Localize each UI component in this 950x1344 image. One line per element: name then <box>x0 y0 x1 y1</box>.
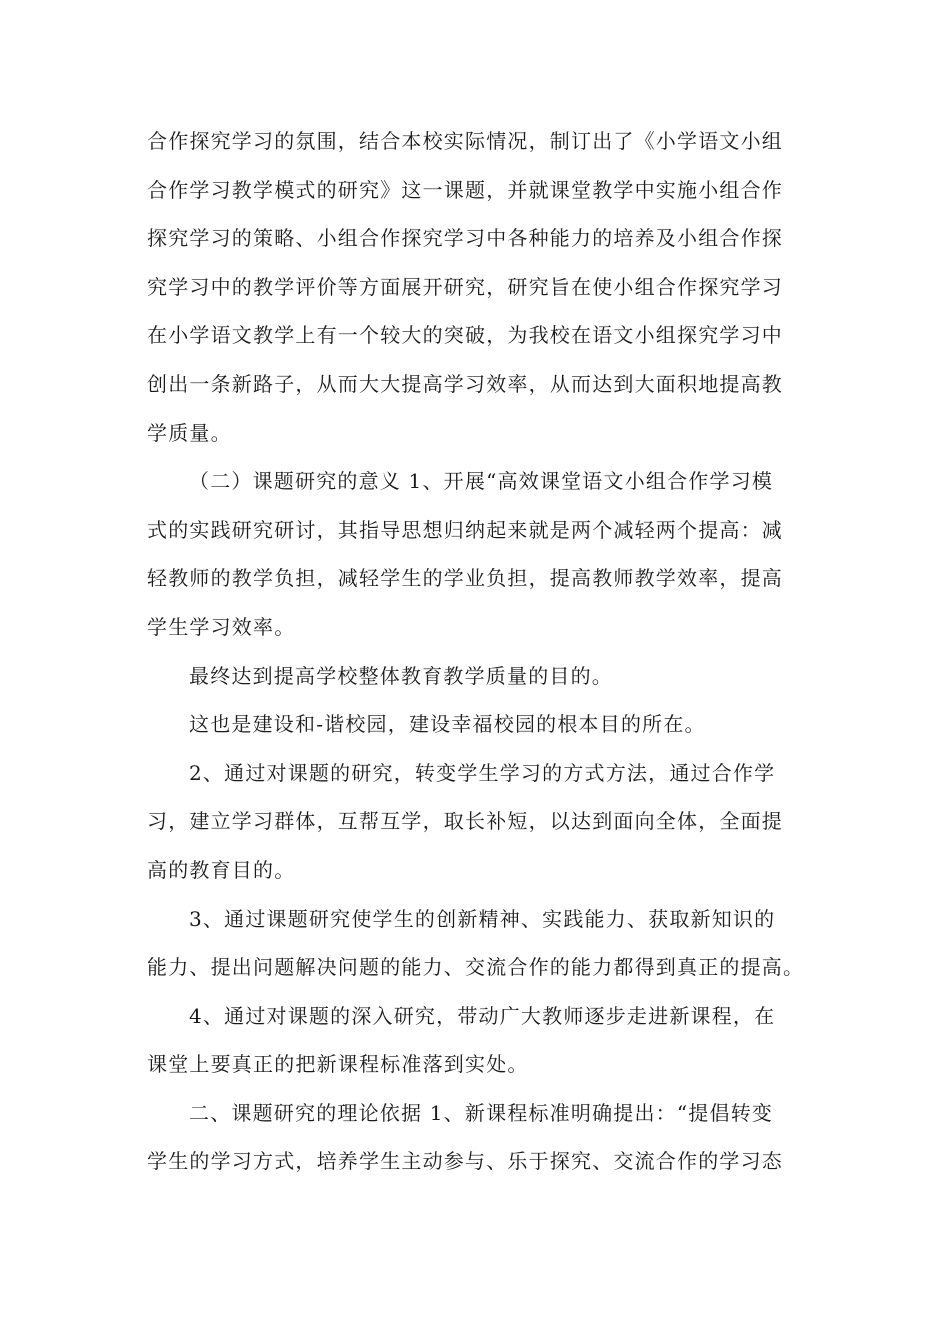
text-line: 这也是建设和-谐校园，建设幸福校园的根本目的所在。 <box>189 712 706 737</box>
text-line: 学生学习效率。 <box>147 614 296 639</box>
text-line: 合作学习教学模式的研究》这一课题，并就课堂教学中实施小组合作 <box>147 177 783 202</box>
document-body <box>147 117 807 1186</box>
text-line: 能力、提出问题解决问题的能力、交流合作的能力都得到真正的提高。 <box>147 955 805 980</box>
text-line: 轻教师的教学负担，减轻学生的学业负担，提高教师教学效率，提高 <box>147 566 783 591</box>
text-line: 创出一条新路子，从而大大提高学习效率，从而达到大面积地提高教 <box>147 371 783 396</box>
text-line: 3、通过课题研究使学生的创新精神、实践能力、获取新知识的 <box>189 906 776 931</box>
text-line: 习，建立学习群体，互帮互学，取长补短，以达到面向全体，全面提 <box>147 809 783 834</box>
text-line: 高的教育目的。 <box>147 857 296 882</box>
text-line: 究学习中的教学评价等方面展开研究，研究旨在使小组合作探究学习 <box>147 274 783 299</box>
text-line: 二、课题研究的理论依据 1、新课程标准明确提出：“提倡转变 <box>189 1100 774 1125</box>
text-line: 式的实践研究研讨，其指导思想归纳起来就是两个减轻两个提高：减 <box>147 517 783 542</box>
text-line: 最终达到提高学校整体教育教学质量的目的。 <box>189 663 613 688</box>
text-line: 探究学习的策略、小组合作探究学习中各种能力的培养及小组合作探 <box>147 226 783 251</box>
text-line: 学质量。 <box>147 420 232 445</box>
text-line: 4、通过对课题的深入研究，带动广大教师逐步走进新课程，在 <box>189 1003 776 1028</box>
text-line: 学生的学习方式，培养学生主动参与、乐于探究、交流合作的学习态 <box>147 1149 783 1174</box>
text-line: 2、通过对课题的研究，转变学生学习的方式方法，通过合作学 <box>189 760 776 785</box>
text-line: 在小学语文教学上有一个较大的突破，为我校在语文小组探究学习中 <box>147 323 783 348</box>
text-line: 合作探究学习的氛围，结合本校实际情况，制订出了《小学语文小组 <box>147 129 783 153</box>
text-line: （二）课题研究的意义 1、开展“高效课堂语文小组合作学习模 <box>189 469 774 494</box>
text-line: 课堂上要真正的把新课程标准落到实处。 <box>147 1052 529 1077</box>
